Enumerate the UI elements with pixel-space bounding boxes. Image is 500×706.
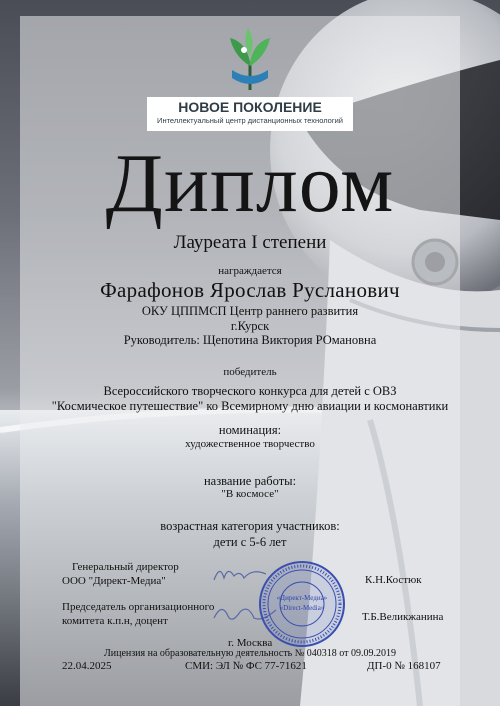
chair-title-line2: комитета к.п.н, доцент bbox=[62, 615, 168, 627]
logo-subtitle: Интеллектуальный центр дистанционных технологий bbox=[157, 116, 343, 125]
chair-name: Т.Б.Великжанина bbox=[362, 611, 444, 623]
awarded-label: награждается bbox=[218, 265, 282, 277]
nomination-value: художественное творчество bbox=[185, 438, 315, 450]
degree-text: Лауреата I степени bbox=[173, 232, 327, 253]
winner-label: победитель bbox=[223, 366, 277, 378]
stamp-text-line2: «Direct-Media» bbox=[279, 604, 325, 612]
director-name: К.Н.Костюк bbox=[365, 574, 422, 586]
contest-line-2: "Космическое путешествие" ко Всемирному дню авиации и космонавтики bbox=[51, 399, 449, 413]
smi-registration: СМИ: ЭЛ № ФС 77-71621 bbox=[185, 660, 307, 672]
nomination-label: номинация: bbox=[218, 423, 282, 437]
director-title-line1: Генеральный директор bbox=[72, 561, 179, 573]
official-stamp bbox=[258, 560, 346, 648]
new-generation-logo-icon bbox=[220, 26, 280, 94]
recipient-name: Фарафонов Ярослав Русланович bbox=[100, 278, 400, 302]
chair-title-line1: Председатель организационного bbox=[62, 601, 215, 613]
contest-line-1: Всероссийского творческого конкурса для детей с ОВЗ bbox=[103, 384, 397, 398]
city-text: г.Курск bbox=[230, 319, 270, 333]
license-text: Лицензия на образовательную деятельность № 040318 от 09.09.2019 bbox=[103, 648, 397, 659]
work-title-value: "В космосе" bbox=[221, 488, 279, 500]
logo-banner bbox=[147, 97, 353, 131]
footer-city: г. Москва bbox=[228, 637, 273, 649]
age-category-value: дети с 5-6 лет bbox=[213, 535, 287, 549]
logo-title: НОВОЕ ПОКОЛЕНИЕ bbox=[178, 99, 322, 115]
director-title-line2: ООО "Директ-Медиа" bbox=[62, 575, 166, 587]
age-category-label: возрастная категория участников: bbox=[160, 519, 340, 533]
diploma-title: Диплом bbox=[105, 137, 395, 230]
work-title-label: название работы: bbox=[203, 474, 297, 488]
organization-text: ОКУ ЦППМСП Центр раннего развития bbox=[141, 304, 359, 318]
stamp-text-line1: «Директ-Медиа» bbox=[276, 594, 328, 602]
issue-date: 22.04.2025 bbox=[62, 660, 112, 672]
supervisor-text: Руководитель: Щепотина Виктория РОмановна bbox=[123, 333, 377, 347]
diploma-number: ДП-0 № 168107 bbox=[367, 660, 441, 672]
